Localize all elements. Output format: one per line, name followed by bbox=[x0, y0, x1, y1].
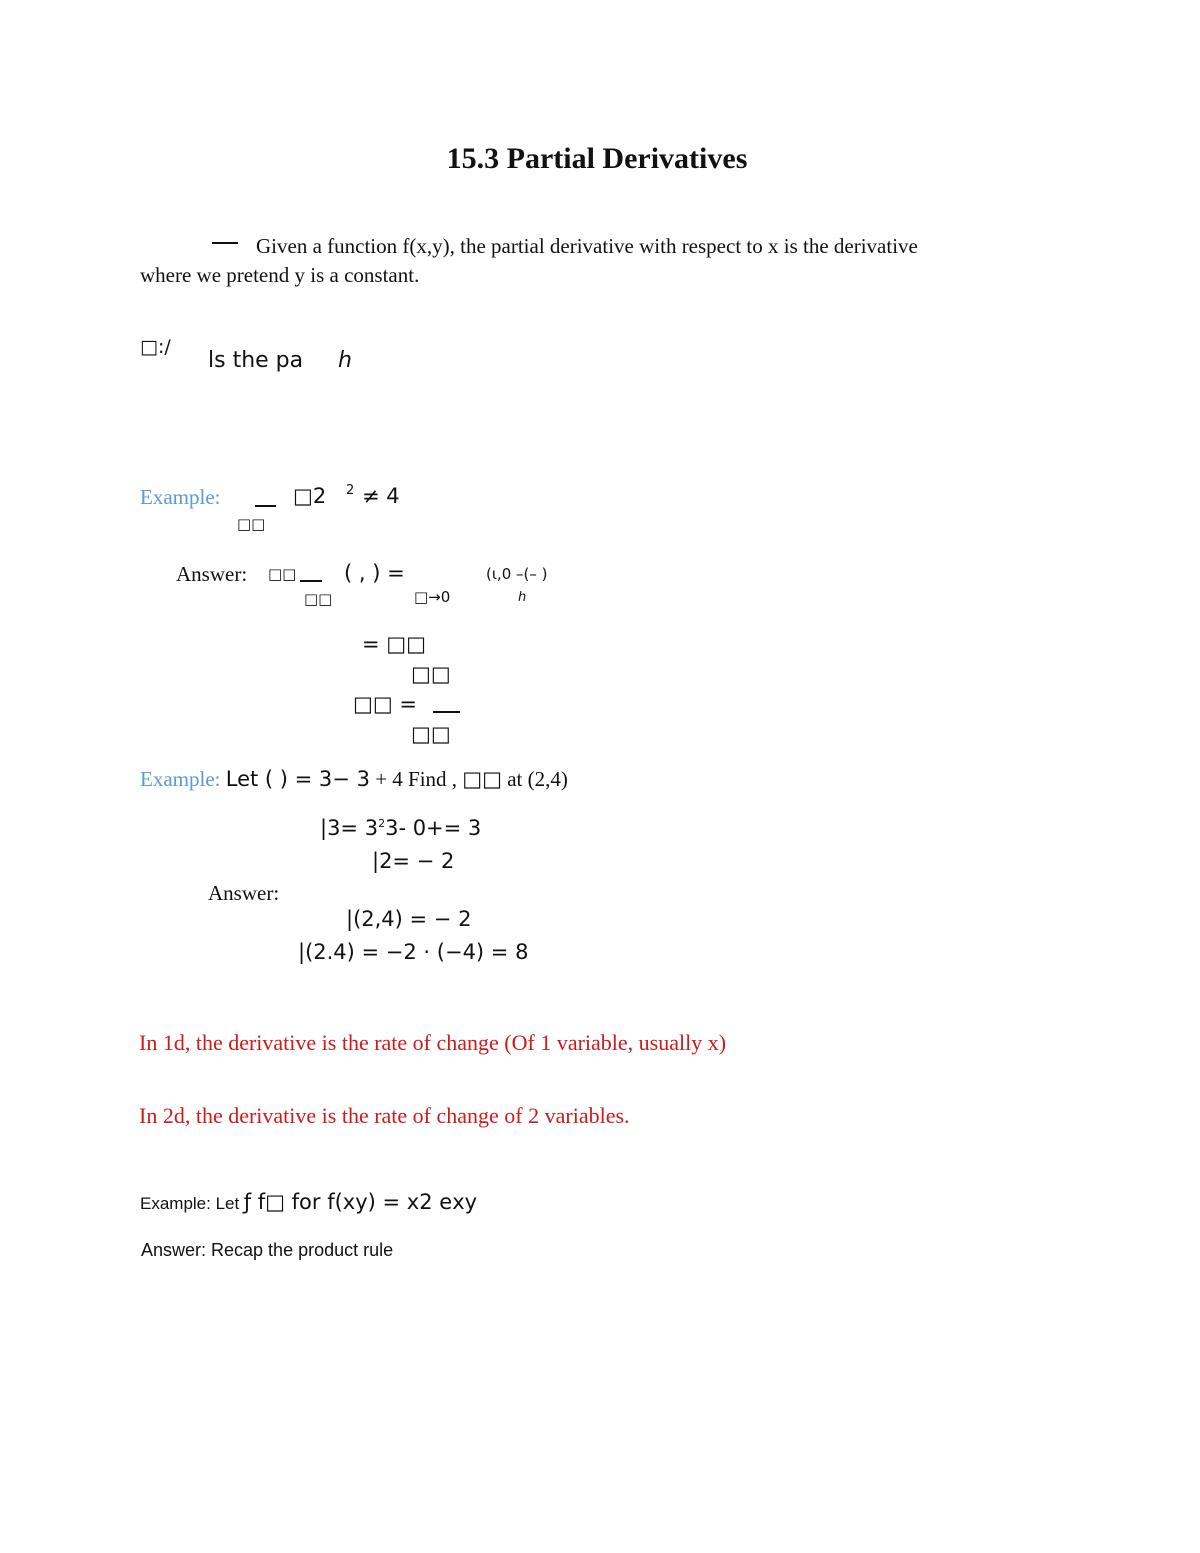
example2-label: Example: bbox=[140, 767, 221, 791]
example2-result-1: |(2,4) = − 2 bbox=[346, 907, 472, 931]
fraction-dash bbox=[212, 242, 238, 244]
example3-e: e bbox=[432, 1190, 453, 1214]
example2-answer-label: Answer: bbox=[208, 881, 280, 905]
example2-rest: + 4 Find , bbox=[375, 767, 463, 791]
answer1-step1: = □□ bbox=[362, 632, 426, 656]
example2-boxes: □□ bbox=[462, 767, 502, 791]
work1-rest: 3- 0+= 3 bbox=[385, 816, 482, 840]
example3-line bbox=[140, 1192, 477, 1213]
example2-sup1: 3 bbox=[318, 767, 333, 791]
fraction-bar bbox=[433, 711, 460, 713]
example1-label: Example: bbox=[140, 485, 221, 509]
example2-work-2: |2= − 2 bbox=[372, 849, 455, 873]
answer1-step4: □□ bbox=[411, 722, 451, 746]
example2-result-2: |(2.4) = −2 · (−4) = 8 bbox=[298, 940, 529, 964]
example3-expr: ƒ f□ for f(xy) = x bbox=[243, 1190, 420, 1214]
work1-sup: 2 bbox=[378, 817, 386, 830]
example2-sup2: 3 bbox=[356, 767, 370, 791]
answer1-step3: □□ = bbox=[353, 692, 417, 716]
example1-expr: □2 bbox=[293, 484, 327, 508]
work1-text: |3= 3 bbox=[320, 816, 379, 840]
answer1-lhs: □□ bbox=[268, 565, 297, 583]
answer1-lhs-den: □□ bbox=[304, 590, 333, 608]
answer1-limit: □→0 bbox=[414, 588, 451, 606]
note-2d: In 2d, the derivative is the rate of change of 2 variables. bbox=[139, 1103, 630, 1128]
example2-text: Let ( ) = bbox=[225, 767, 319, 791]
example2-at: at (2,4) bbox=[507, 767, 568, 791]
note-1d: In 1d, the derivative is the rate of change (Of 1 variable, usually x) bbox=[139, 1030, 727, 1055]
example2-line bbox=[140, 769, 568, 790]
answer1-label: Answer: bbox=[176, 562, 248, 586]
notation-text: ls the pa bbox=[208, 348, 304, 373]
page-title: 15.3 Partial Derivatives bbox=[446, 142, 748, 175]
answer1-fraction-den: h bbox=[518, 590, 527, 605]
definition-line-1: Given a function f(x,y), the partial derivative with respect to x is the derivative bbox=[256, 234, 918, 258]
example1-sup: 2 bbox=[346, 483, 355, 498]
example3-sup2: xy bbox=[452, 1190, 478, 1214]
answer1-paren: ( , ) = bbox=[344, 561, 405, 585]
example1-rest: ≠ 4 bbox=[362, 484, 400, 508]
example3-sup1: 2 bbox=[419, 1190, 433, 1214]
notation-h: h bbox=[338, 348, 352, 373]
notation-symbol: □:/ bbox=[140, 336, 171, 358]
example3-answer: Answer: Recap the product rule bbox=[141, 1240, 394, 1260]
example2-mid: − bbox=[332, 767, 357, 791]
example3-label: Example: Let bbox=[140, 1194, 240, 1213]
fraction-bar bbox=[300, 580, 322, 582]
example2-work-1 bbox=[320, 818, 481, 839]
answer1-step2: □□ bbox=[411, 662, 451, 686]
definition-line-2: where we pretend y is a constant. bbox=[140, 263, 420, 287]
example1-denominator: □□ bbox=[237, 515, 266, 533]
fraction-bar bbox=[255, 505, 276, 507]
answer1-fraction-num: (ι,0 –(– ) bbox=[486, 565, 548, 583]
